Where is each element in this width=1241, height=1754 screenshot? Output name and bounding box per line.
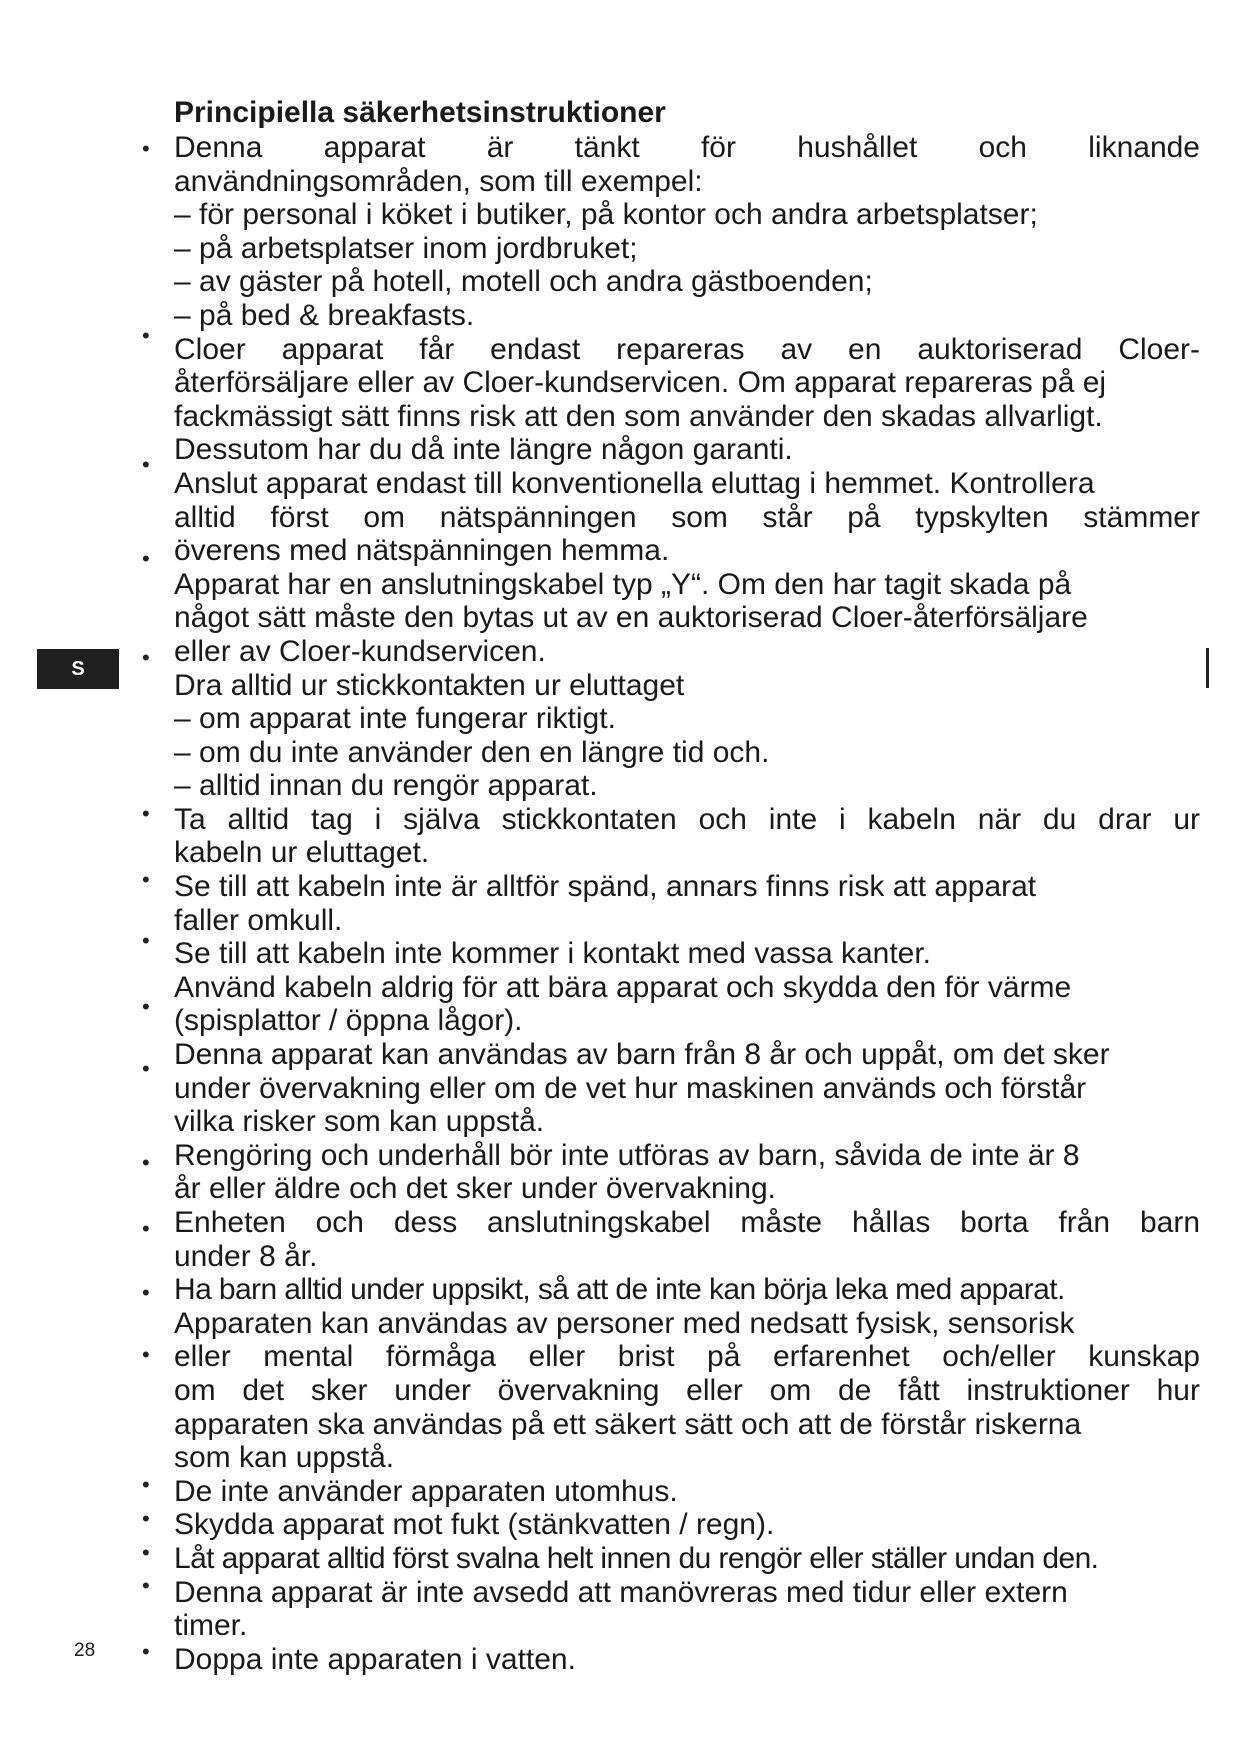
bullet: •	[142, 1280, 150, 1305]
text-line: Anslut apparat endast till konventionella eluttag i hemmet. Kontrollera	[174, 466, 1095, 500]
text-line: (spisplattor / öppna lågor).	[174, 1004, 523, 1038]
text-line: Apparat har en anslutningskabel typ „Y“. Om den har tagit skada på	[174, 567, 1072, 601]
text-line: om det sker under övervakning eller om de fått instruktioner hur	[174, 1373, 1200, 1407]
text-line: Rengöring och underhåll bör inte utföras av barn, såvida de inte är 8	[174, 1138, 1080, 1172]
text-line: år eller äldre och det sker under övervakning.	[174, 1172, 776, 1206]
text-line: Dra alltid ur stickkontakten ur eluttaget	[174, 668, 685, 702]
text-line: faller omkull.	[174, 903, 343, 937]
bullet: •	[142, 323, 150, 348]
text-line: De inte använder apparaten utomhus.	[174, 1474, 678, 1508]
language-tab: S	[37, 649, 119, 689]
text-line: fackmässigt sätt finns risk att den som använder den skadas allvarligt.	[174, 399, 1103, 433]
text-line: – för personal i köket i butiker, på kontor och andra arbetsplatser;	[174, 198, 1038, 232]
text-line: – på arbetsplatser inom jordbruket;	[174, 231, 638, 265]
text-line: Skydda apparat mot fukt (stänkvatten / regn).	[174, 1508, 775, 1542]
text-line: Ta alltid tag i själva stickkontaten och inte i kabeln när du drar ur	[174, 802, 1200, 836]
text-line: – om du inte använder den en längre tid och.	[174, 735, 770, 769]
bullet: •	[142, 645, 150, 670]
bullet: •	[142, 1540, 150, 1565]
text-line: något sätt måste den bytas ut av en auktoriserad Cloer-återförsäljare	[174, 601, 1088, 635]
page-title: Principiella säkerhetsinstruktioner	[174, 96, 666, 129]
text-line: Ha barn alltid under uppsikt, så att de inte kan börja leka med apparat.	[174, 1273, 1065, 1307]
text-line: Enheten och dess anslutningskabel måste hållas borta från barn	[174, 1206, 1200, 1239]
text-line: Se till att kabeln inte kommer i kontakt med vassa kanter.	[174, 937, 932, 971]
text-line: Denna apparat är inte avsedd att manövreras med tidur eller extern	[174, 1575, 1068, 1609]
bullet: •	[142, 1216, 150, 1241]
text-line: – alltid innan du rengör apparat.	[174, 769, 598, 803]
text-line: Använd kabeln aldrig för att bära apparat och skydda den för värme	[174, 970, 1072, 1004]
bullet: •	[142, 928, 150, 953]
text-line: – på bed & breakfasts.	[174, 298, 475, 332]
text-line: överens med nätspänningen hemma.	[174, 534, 670, 568]
text-line: timer.	[174, 1609, 248, 1643]
bullet: •	[142, 801, 150, 826]
text-line: under 8 år.	[174, 1239, 318, 1273]
bullet: •	[142, 1150, 150, 1175]
text-line: Dessutom har du då inte längre någon garanti.	[174, 433, 793, 467]
bullet: •	[142, 867, 150, 892]
bullet: •	[142, 994, 150, 1019]
text-line: Cloer apparat får endast repareras av en auktoriserad Cloer-	[174, 332, 1200, 366]
text-line: eller mental förmåga eller brist på erfarenhet och/eller kunskap	[174, 1340, 1200, 1374]
bullet: •	[142, 1506, 150, 1531]
text-line: – om apparat inte fungerar riktigt.	[174, 702, 616, 736]
text-line: återförsäljare eller av Cloer-kundservicen. Om apparat repareras på ej	[174, 366, 1107, 400]
page-number: 28	[74, 1640, 96, 1661]
bullet: •	[142, 1342, 150, 1367]
text-line: Denna apparat kan användas av barn från 8 år och uppåt, om det sker	[174, 1038, 1110, 1072]
bullet: •	[142, 136, 150, 161]
side-marker	[1206, 648, 1209, 688]
bullet: •	[142, 1639, 150, 1664]
bullet: •	[142, 452, 150, 477]
bullet: •	[142, 1573, 150, 1598]
text-line: – av gäster på hotell, motell och andra gästboenden;	[174, 265, 873, 299]
safety-instructions	[174, 131, 1200, 1676]
bullet: •	[142, 1472, 150, 1497]
text-line: alltid först om nätspänningen som står på typskylten stämmer	[174, 500, 1200, 534]
text-line: användningsområden, som till exempel:	[174, 164, 703, 198]
text-line: Se till att kabeln inte är alltför spänd, annars finns risk att apparat	[174, 870, 1037, 904]
text-line: Låt apparat alltid först svalna helt innen du rengör eller ställer undan den.	[174, 1541, 1099, 1575]
text-line: Apparaten kan användas av personer med nedsatt fysisk, sensorisk	[174, 1306, 1075, 1340]
text-line: vilka risker som kan uppstå.	[174, 1105, 545, 1139]
text-line: Denna apparat är tänkt för hushållet och liknande	[174, 131, 1200, 164]
text-line: som kan uppstå.	[174, 1441, 395, 1475]
text-line: apparaten ska användas på ett säkert sätt och att de förstår riskerna	[174, 1407, 1082, 1441]
text-line: eller av Cloer-kundservicen.	[174, 634, 546, 668]
bullet: •	[142, 1056, 150, 1081]
bullet: •	[142, 546, 150, 571]
text-line: Doppa inte apparaten i vatten.	[174, 1642, 576, 1676]
text-line: under övervakning eller om de vet hur maskinen används och förstår	[174, 1071, 1087, 1105]
text-line: kabeln ur eluttaget.	[174, 836, 430, 870]
